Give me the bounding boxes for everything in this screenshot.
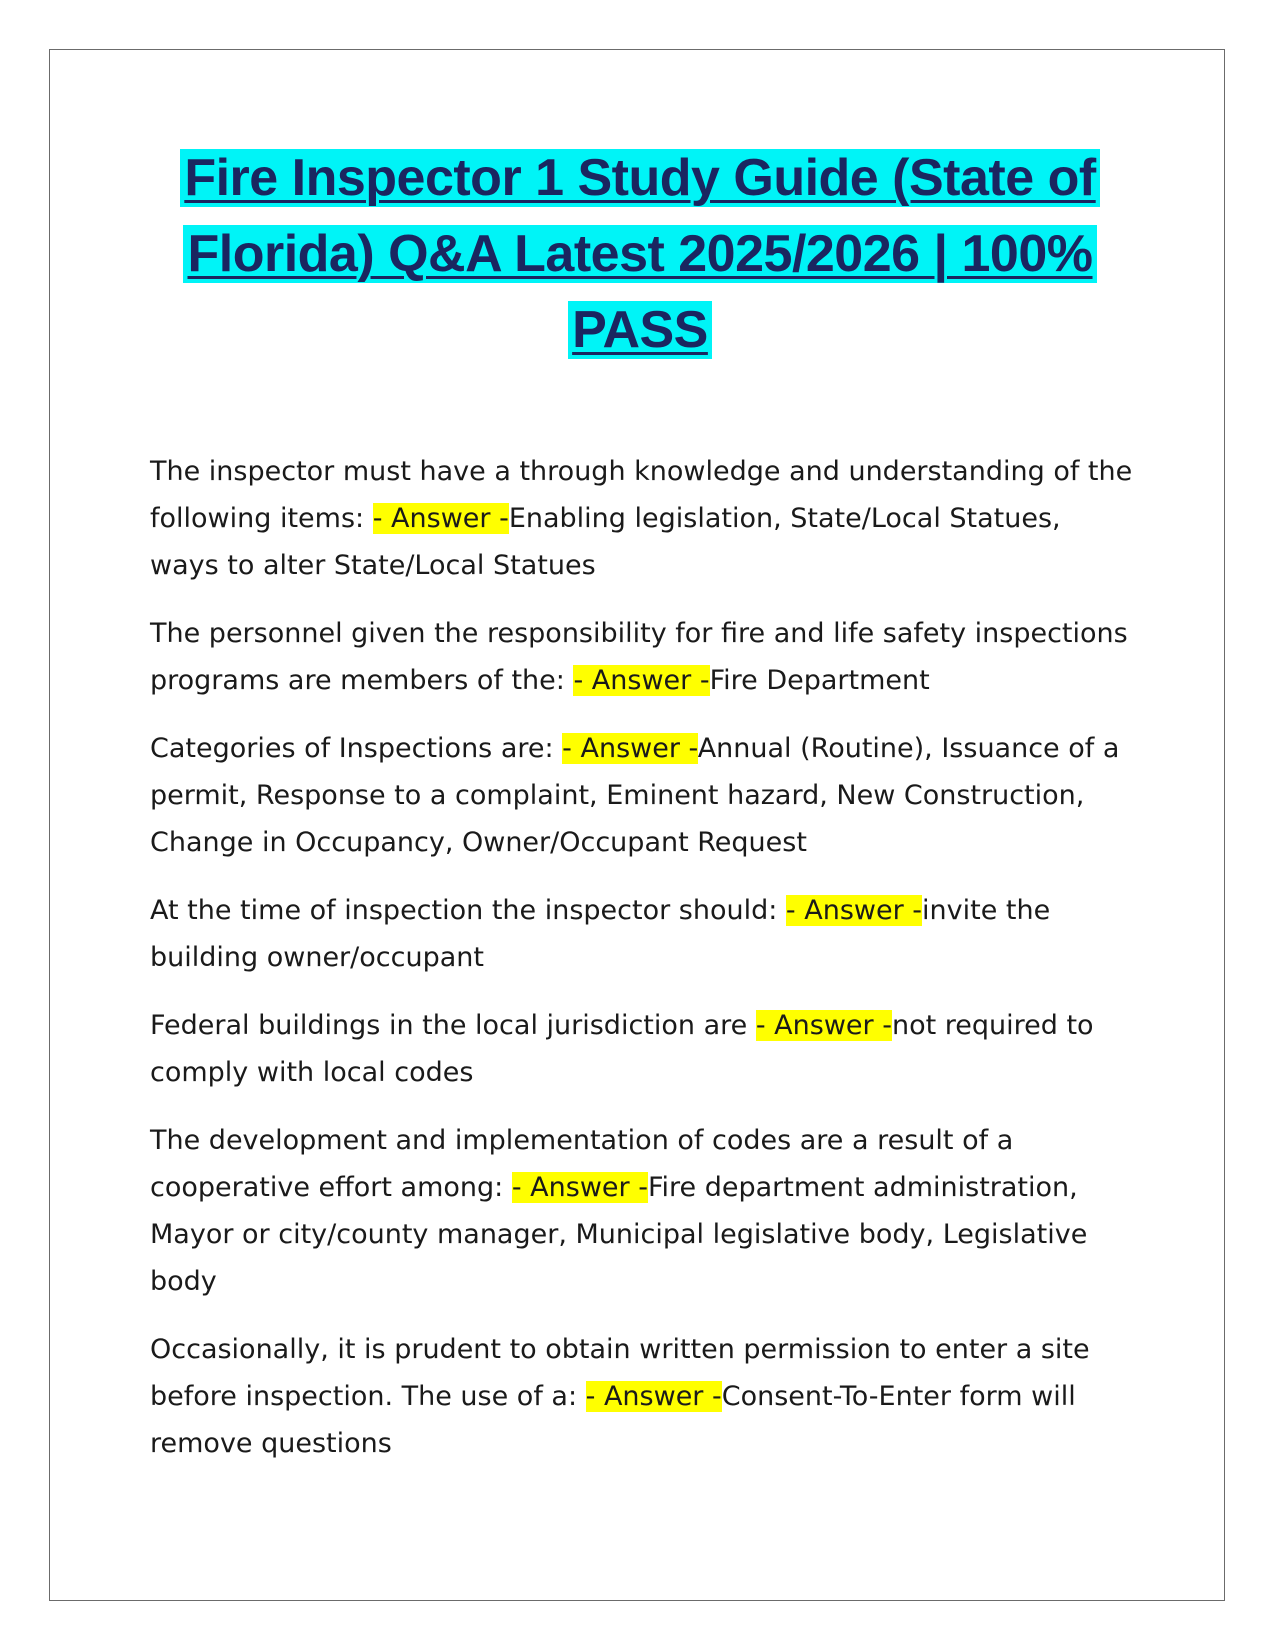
answer-label: - Answer - <box>573 665 710 696</box>
question-text: Federal buildings in the local jurisdiction are <box>150 1010 756 1041</box>
qa-item <box>150 1002 1135 1096</box>
qa-item <box>150 887 1135 981</box>
answer-text: Annual (Routine), Issuance of a permit, Response to a complaint, Eminent hazard, New Construction, Change in Occupancy, Owner/Occupant Request <box>150 733 1120 858</box>
qa-item <box>150 725 1135 866</box>
document-title <box>140 140 1140 368</box>
answer-text: Fire Department <box>709 665 930 696</box>
answer-label: - Answer - <box>755 1010 892 1041</box>
answer-label: - Answer - <box>585 1381 722 1412</box>
qa-item <box>150 1117 1135 1305</box>
answer-text: Enabling legislation, State/Local Statues, ways to alter State/Local Statues <box>150 503 1061 581</box>
answer-text: Consent-To-Enter form will remove questions <box>150 1381 1076 1459</box>
question-text: The development and implementation of codes are a result of a cooperative effort among: <box>150 1125 1014 1203</box>
answer-text: not required to comply with local codes <box>150 1010 1094 1088</box>
qa-item <box>150 610 1135 704</box>
document-title-text: Fire Inspector 1 Study Guide (State of Florida) Q&A Latest 2025/2026 | 100% PASS <box>180 149 1099 359</box>
question-text: At the time of inspection the inspector should: <box>150 895 786 926</box>
question-text: The inspector must have a through knowledge and understanding of the following items: <box>150 456 1133 534</box>
question-text: Occasionally, it is prudent to obtain written permission to enter a site before inspection. The use of a: <box>150 1334 1090 1412</box>
qa-item <box>150 448 1135 589</box>
answer-label: - Answer - <box>511 1172 648 1203</box>
answer-label: - Answer - <box>785 895 923 926</box>
question-text: The personnel given the responsibility for fire and life safety inspections programs are members of the: <box>150 618 1128 696</box>
answer-label: - Answer - <box>372 503 509 534</box>
qa-list <box>150 448 1135 1488</box>
question-text: Categories of Inspections are: <box>150 733 563 764</box>
answer-label: - Answer - <box>562 733 698 764</box>
answer-text: Fire department administration, Mayor or city/county manager, Municipal legislative body, Legislative body <box>150 1172 1088 1297</box>
qa-item <box>150 1326 1135 1467</box>
answer-text: invite the building owner/occupant <box>150 895 1051 973</box>
